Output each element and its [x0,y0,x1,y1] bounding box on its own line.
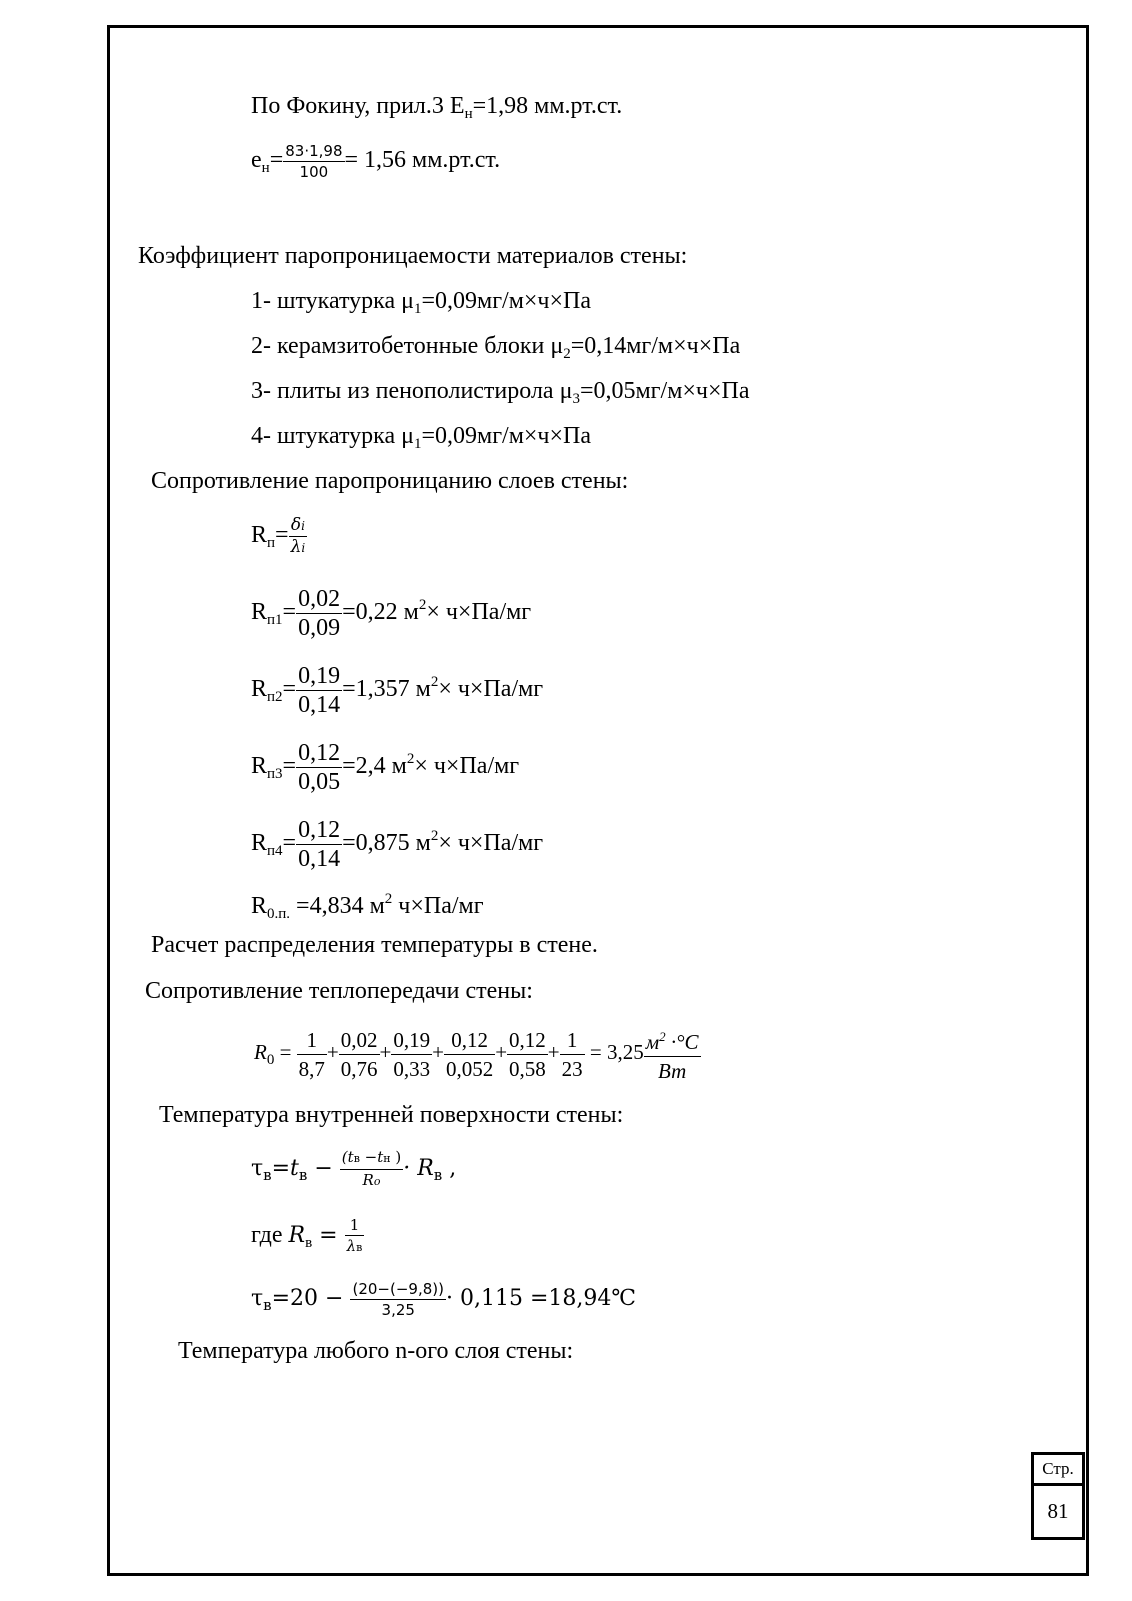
where-fraction: $\frac{1}{\lambda в}$ [346,1215,363,1255]
resistance-heading: Сопротивление паропроницанию слоев стены: [151,468,629,494]
r0-unit: $\frac{м^2 \cdot^\circ C}{Вт}$ [644,1023,701,1085]
material-item: 2- керамзитобетонные блоки $\mu_2=0,14мг/м\times ч\times Па$ [251,333,741,362]
r0-term: $\frac{0,19}{0,33}$ [393,1027,431,1081]
en-fraction: $\frac{83\cdot 1,98}{100}$ [285,141,343,181]
rp-fraction: $\frac{\delta i}{\lambda i}$ [290,514,306,557]
rp-row-fraction: $\frac{0,02}{0,09}$ [298,585,341,641]
rp-row: $R_{п3}=$ $\frac{0,12}{0,05}$ =2,4 $м^2\times ч\times Па/мг$ [251,739,520,795]
tau-calc: $\tau_в=20$ − $\frac{(20-(-9,8))}{3,25}$ · 0,115 =18,94℃ [251,1279,636,1319]
page-number-cell: 81 [1031,1483,1085,1540]
tau-fraction: $\frac{(tв -tн )}{Ro}$ [341,1147,402,1189]
rp-row-fraction: $\frac{0,12}{0,14}$ [298,816,341,872]
tau-formula: $\tau_в=t_в$ − $\frac{(tв -tн )}{Ro}$ · $R_в$ , [251,1146,456,1198]
heat-heading: Сопротивление теплопередачи стены: [145,978,533,1004]
rp-row: $R_{п2}=$ $\frac{0,19}{0,14}$ =1,357 $м^2\times ч\times Па/мг$ [251,662,544,718]
material-item: 3- плиты из пенополистирола $\mu_3=0,05мг/м\times ч\times Па$ [251,378,750,407]
r0-term: $\frac{1}{23}$ [561,1027,583,1081]
where-line: где $R_в$ = $\frac{1}{\lambda в}$ [251,1212,364,1266]
r0p-total: $R_{0.п.} =4,834$ $м^2$ ч×Па/мг [251,891,484,922]
fokin-line: По Фокину, прил.3 $E_н=1,98$ мм.рт.ст. [251,93,623,122]
r0-term: $\frac{1}{8,7}$ [298,1027,325,1081]
rp-row-fraction: $\frac{0,12}{0,05}$ [298,739,341,795]
rp-row-fraction: $\frac{0,19}{0,14}$ [298,662,341,718]
tau-calc-fraction: $\frac{(20-(-9,8))}{3,25}$ [352,1279,444,1319]
r0-term: $\frac{0,02}{0,76}$ [340,1027,378,1081]
r0-term: $\frac{0,12}{0,052}$ [445,1027,494,1081]
inner-heading: Температура внутренней поверхности стены: [159,1102,624,1128]
vapor-heading: Коэффициент паропроницаемости материалов стены: [138,243,688,269]
en-line: $e_н=$ $\frac{83\cdot 1,98}{100}$ = 1,56 мм.рт.ст. [251,141,501,181]
material-item: 1- штукатурка $\mu_1=0,09мг/м\times ч\times Па$ [251,288,592,317]
rp-row: $R_{п4}=$ $\frac{0,12}{0,14}$ =0,875 $м^2\times ч\times Па/мг$ [251,816,544,872]
layer-heading: Температура любого n-ого слоя стены: [178,1338,574,1364]
rp-formula: $R_п=$ $\frac{\delta i}{\lambda i}$ [251,514,306,557]
r0-formula: $R_0$ = $\frac{1}{8,7}$ + $\frac{0,02}{0,76}$ + $\frac{0,19}{0,33}$ + $\frac{0,12}{0,052}$ + $\frac{0,12}{0,58}$ + $\frac{1}{23}$ = 3,25 $\frac{м^2 \cdot^\circ C}{Вт}$ [254,1022,701,1090]
material-item: 4- штукатурка $\mu_1=0,09мг/м\times ч\times Па$ [251,423,592,452]
r0-term: $\frac{0,12}{0,58}$ [509,1027,546,1081]
page-label-cell: Стр. [1031,1452,1085,1486]
temp-dist-heading: Расчет распределения температуры в стене. [151,932,598,958]
rp-row: $R_{п1}=$ $\frac{0,02}{0,09}$ =0,22 $м^2\times ч\times Па/мг$ [251,585,532,641]
